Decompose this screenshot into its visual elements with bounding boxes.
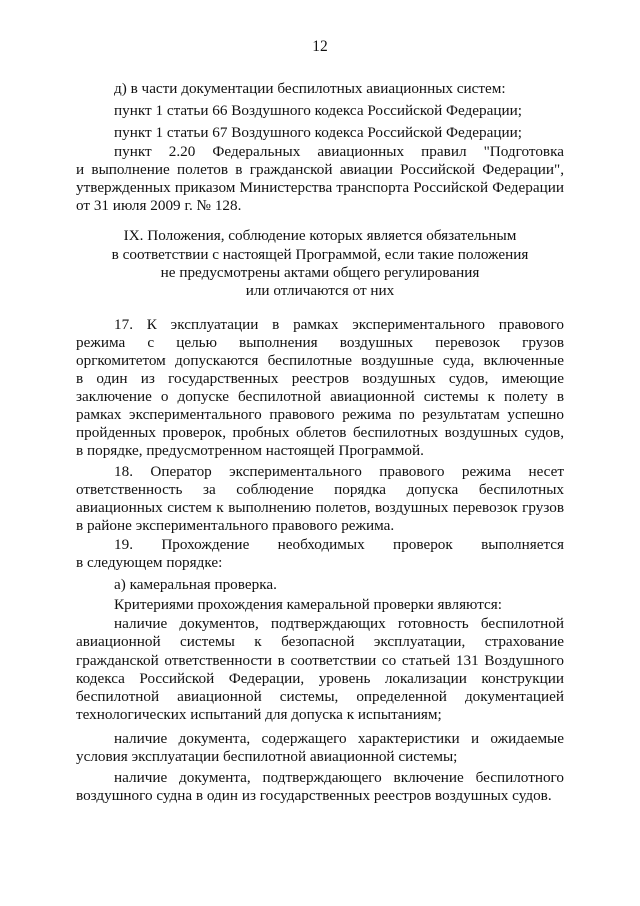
text-line: а) камеральная проверка. bbox=[114, 576, 277, 593]
text-line: технологических испытаний для допуска к испытаниям; bbox=[76, 706, 442, 723]
text-line: 19. Прохождение необходимых проверок выполняется bbox=[114, 536, 564, 553]
section-heading-line: IX. Положения, соблюдение которых является обязательным bbox=[123, 227, 517, 244]
text-line: воздушного судна в один из государственных реестров воздушных судов. bbox=[76, 787, 552, 804]
text-line: пункт 1 статьи 67 Воздушного кодекса Российской Федерации; bbox=[114, 124, 522, 141]
text-line: в районе экспериментального правового режима. bbox=[76, 517, 395, 534]
text-line: Критериями прохождения камеральной проверки являются: bbox=[114, 596, 502, 613]
text-line: д) в части документации беспилотных авиационных систем: bbox=[114, 80, 506, 97]
section-heading-line: не предусмотрены актами общего регулирования bbox=[160, 264, 480, 281]
text-line: 17. К эксплуатации в рамках экспериментального правового bbox=[114, 316, 564, 333]
text-line: условия эксплуатации беспилотной авиационной системы; bbox=[76, 748, 458, 765]
text-line: в следующем порядке: bbox=[76, 554, 223, 571]
text-line: утвержденных приказом Министерства транспорта Российской Федерации bbox=[76, 179, 564, 196]
text-line: заключение о допуске беспилотной авиационной системы к полету в bbox=[76, 388, 564, 405]
text-line: пункт 1 статьи 66 Воздушного кодекса Российской Федерации; bbox=[114, 102, 522, 119]
text-line: наличие документов, подтверждающих готовность беспилотной bbox=[114, 615, 564, 632]
text-line: в один из государственных реестров воздушных судов, имеющие bbox=[76, 370, 564, 387]
page-number: 12 bbox=[312, 38, 328, 55]
text-line: ответственность за соблюдение порядка допуска беспилотных bbox=[76, 481, 564, 498]
text-line: беспилотной авиационной системы, определенной документацией bbox=[76, 688, 564, 705]
text-line: 18. Оператор экспериментального правового режима несет bbox=[114, 463, 564, 480]
text-line: и выполнение полетов в гражданской авиации Российской Федерации", bbox=[76, 161, 564, 178]
text-line: режима с целью выполнения воздушных перевозок грузов bbox=[76, 334, 564, 351]
text-line: кодекса Российской Федерации, уровень локализации конструкции bbox=[76, 670, 564, 687]
text-line: оргкомитетом допускаются беспилотные воздушные суда, включенные bbox=[76, 352, 564, 369]
text-line: пройденных проверок, пробных облетов беспилотных воздушных судов, bbox=[76, 424, 564, 441]
section-heading-line: в соответствии с настоящей Программой, если такие положения bbox=[111, 246, 529, 263]
text-line: наличие документа, подтверждающего включение беспилотного bbox=[114, 769, 564, 786]
text-line: гражданской ответственности в соответствии со статьей 131 Воздушного bbox=[76, 652, 564, 669]
text-line: авиационной системы к безопасной эксплуатации, страхование bbox=[76, 633, 564, 650]
section-heading-line: или отличаются от них bbox=[245, 282, 395, 299]
text-line: авиационных систем к выполнению полетов, воздушных перевозок грузов bbox=[76, 499, 564, 516]
text-line: рамках экспериментального правового режима по результатам успешно bbox=[76, 406, 564, 423]
text-line: пункт 2.20 Федеральных авиационных правил "Подготовка bbox=[114, 143, 564, 160]
text-line: наличие документа, содержащего характеристики и ожидаемые bbox=[114, 730, 564, 747]
text-line: от 31 июля 2009 г. № 128. bbox=[76, 197, 242, 214]
text-line: в порядке, предусмотренном настоящей Программой. bbox=[76, 442, 424, 459]
